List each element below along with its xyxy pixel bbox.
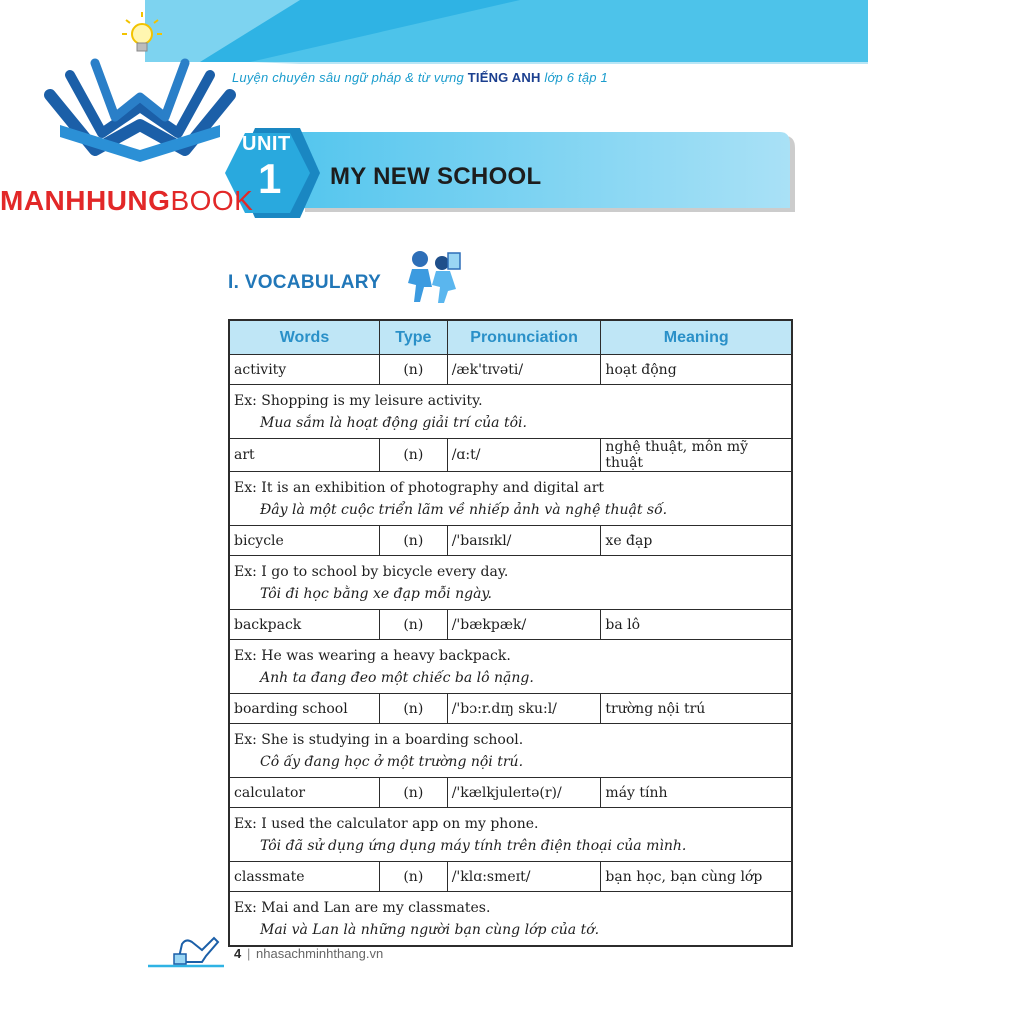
- open-book-logo-icon: [40, 55, 240, 165]
- meaning-cell: ba lô: [601, 610, 792, 640]
- type-cell: (n): [379, 610, 447, 640]
- example-vietnamese: Cô ấy đang học ở một trường nội trú.: [260, 753, 524, 770]
- example-english: Ex: I used the calculator app on my phone.: [234, 815, 539, 832]
- pronunciation-cell: /æk'tɪvəti/: [447, 355, 601, 385]
- word-cell: bicycle: [229, 526, 379, 556]
- table-row: [229, 862, 792, 892]
- word-cell: calculator: [229, 778, 379, 808]
- type-cell: (n): [379, 862, 447, 892]
- example-english: Ex: Shopping is my leisure activity.: [234, 392, 483, 409]
- example-vietnamese: Mua sắm là hoạt động giải trí của tôi.: [260, 414, 527, 431]
- meaning-cell: xe đạp: [601, 526, 792, 556]
- example-cell: [229, 724, 792, 778]
- pronunciation-cell: /'kælkjuleɪtə(r)/: [447, 778, 601, 808]
- table-row: [229, 439, 792, 472]
- example-cell: [229, 892, 792, 947]
- example-row: [229, 556, 792, 610]
- pronunciation-cell: /'baɪsɪkl/: [447, 526, 601, 556]
- unit-number: 1: [258, 155, 282, 202]
- unit-title: MY NEW SCHOOL: [330, 163, 542, 190]
- section-heading: I. VOCABULARY: [228, 272, 382, 293]
- header-type: Type: [379, 320, 447, 355]
- word-cell: classmate: [229, 862, 379, 892]
- header-pronunciation: Pronunciation: [447, 320, 601, 355]
- word-cell: backpack: [229, 610, 379, 640]
- header-meaning: Meaning: [601, 320, 792, 355]
- example-vietnamese: Tôi đã sử dụng ứng dụng máy tính trên điện thoại của mình.: [260, 837, 687, 854]
- type-cell: (n): [379, 694, 447, 724]
- unit-label: UNIT: [242, 133, 291, 155]
- pronunciation-cell: /'bɔ:r.dɪŋ sku:l/: [447, 694, 601, 724]
- example-cell: [229, 385, 792, 439]
- meaning-cell: trường nội trú: [601, 694, 792, 724]
- example-cell: [229, 640, 792, 694]
- example-row: [229, 385, 792, 439]
- example-vietnamese: Tôi đi học bằng xe đạp mỗi ngày.: [260, 585, 492, 602]
- example-row: [229, 808, 792, 862]
- table-header-row: [229, 320, 792, 355]
- example-row: [229, 472, 792, 526]
- meaning-cell: máy tính: [601, 778, 792, 808]
- vocabulary-table: [228, 319, 793, 947]
- example-cell: [229, 556, 792, 610]
- example-vietnamese: Đây là một cuộc triển lãm về nhiếp ảnh và nghệ thuật số.: [260, 501, 668, 518]
- table-row: [229, 778, 792, 808]
- table-row: [229, 694, 792, 724]
- example-vietnamese: Mai và Lan là những người bạn cùng lớp của tớ.: [260, 921, 600, 938]
- word-cell: activity: [229, 355, 379, 385]
- type-cell: (n): [379, 355, 447, 385]
- pronunciation-cell: /'klɑ:smeɪt/: [447, 862, 601, 892]
- page-number: 4: [234, 946, 242, 961]
- example-vietnamese: Anh ta đang đeo một chiếc ba lô nặng.: [260, 669, 534, 686]
- example-english: Ex: It is an exhibition of photography and digital art: [234, 479, 605, 496]
- type-cell: (n): [379, 439, 447, 472]
- example-english: Ex: He was wearing a heavy backpack.: [234, 647, 511, 664]
- example-row: [229, 640, 792, 694]
- example-english: Ex: Mai and Lan are my classmates.: [234, 899, 491, 916]
- meaning-cell: nghệ thuật, môn mỹ thuật: [601, 439, 792, 472]
- kids-running-icon: [398, 247, 464, 307]
- type-cell: (n): [379, 778, 447, 808]
- type-cell: (n): [379, 526, 447, 556]
- table-row: [229, 610, 792, 640]
- pronunciation-cell: /ɑ:t/: [447, 439, 601, 472]
- word-cell: boarding school: [229, 694, 379, 724]
- example-row: [229, 892, 792, 947]
- example-row: [229, 724, 792, 778]
- word-cell: art: [229, 439, 379, 472]
- series-title: Luyện chuyên sâu ngữ pháp & từ vựng TIẾNG ANH lớp 6 tập 1: [232, 70, 608, 85]
- hand-writing-icon: [148, 930, 228, 970]
- meaning-cell: hoạt động: [601, 355, 792, 385]
- table-row: [229, 526, 792, 556]
- table-row: [229, 355, 792, 385]
- example-english: Ex: She is studying in a boarding school.: [234, 731, 524, 748]
- header-words: Words: [229, 320, 379, 355]
- light-bulb-icon: [120, 10, 164, 60]
- example-english: Ex: I go to school by bicycle every day.: [234, 563, 509, 580]
- footer-website: nhasachminhthang.vn: [256, 946, 384, 961]
- pronunciation-cell: /'bækpæk/: [447, 610, 601, 640]
- example-cell: [229, 472, 792, 526]
- footer-separator: |: [247, 946, 251, 961]
- watermark-text: MANHHUNGBOOK: [0, 185, 254, 216]
- meaning-cell: bạn học, bạn cùng lớp: [601, 862, 792, 892]
- example-cell: [229, 808, 792, 862]
